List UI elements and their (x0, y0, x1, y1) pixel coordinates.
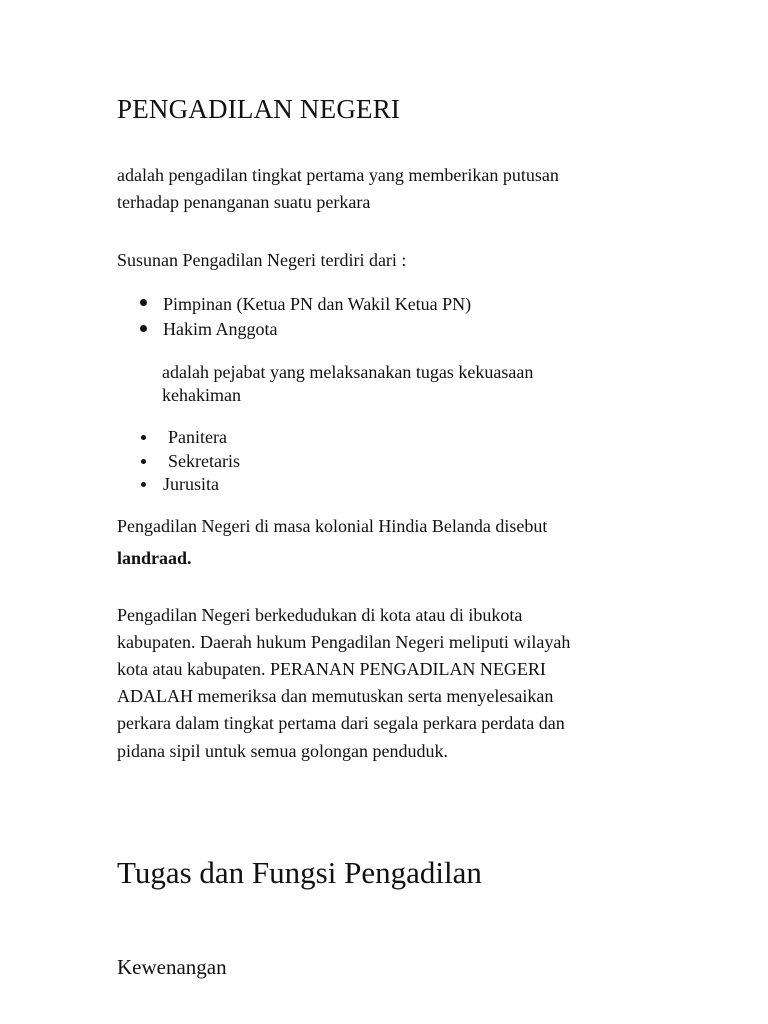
bullet-icon (141, 459, 146, 464)
bullet-icon (140, 325, 147, 332)
paragraph-line: perkara dalam tingkat pertama dari segala perkara perdata dan (117, 713, 565, 733)
definition-line-1: adalah pengadilan tingkat pertama yang memberikan putusan (117, 165, 559, 185)
list-item: Jurusita (163, 474, 219, 494)
hakim-note-line-1: adalah pejabat yang melaksanakan tugas kekuasaan (162, 362, 534, 382)
bullet-icon (141, 435, 146, 440)
paragraph-line: kabupaten. Daerah hukum Pengadilan Negeri meliputi wilayah (117, 632, 571, 652)
paragraph-line: ADALAH memeriksa dan memutuskan serta menyelesaikan (117, 686, 554, 706)
hakim-note-line-2: kehakiman (162, 385, 241, 405)
paragraph-line: kota atau kabupaten. PERANAN PENGADILAN NEGERI (117, 659, 546, 679)
section-heading: Tugas dan Fungsi Pengadilan (117, 855, 482, 890)
list-item: Pimpinan (Ketua PN dan Wakil Ketua PN) (163, 294, 472, 314)
definition-line-2: terhadap penanganan suatu perkara (117, 192, 371, 212)
list-item: Hakim Anggota (163, 319, 278, 339)
paragraph-line: Pengadilan Negeri berkedudukan di kota atau di ibukota (117, 605, 523, 625)
subheading: Kewenangan (117, 955, 227, 979)
list-item: Panitera (168, 427, 227, 447)
document-title: PENGADILAN NEGERI (117, 94, 401, 124)
bullet-icon (141, 482, 146, 487)
paragraph-line: pidana sipil untuk semua golongan penduduk. (117, 741, 448, 761)
bullet-icon (140, 299, 147, 306)
structure-intro: Susunan Pengadilan Negeri terdiri dari : (117, 250, 407, 270)
colonial-line: Pengadilan Negeri di masa kolonial Hindia Belanda disebut (117, 516, 548, 536)
list-item: Sekretaris (168, 451, 240, 471)
colonial-term: landraad. (117, 548, 192, 568)
